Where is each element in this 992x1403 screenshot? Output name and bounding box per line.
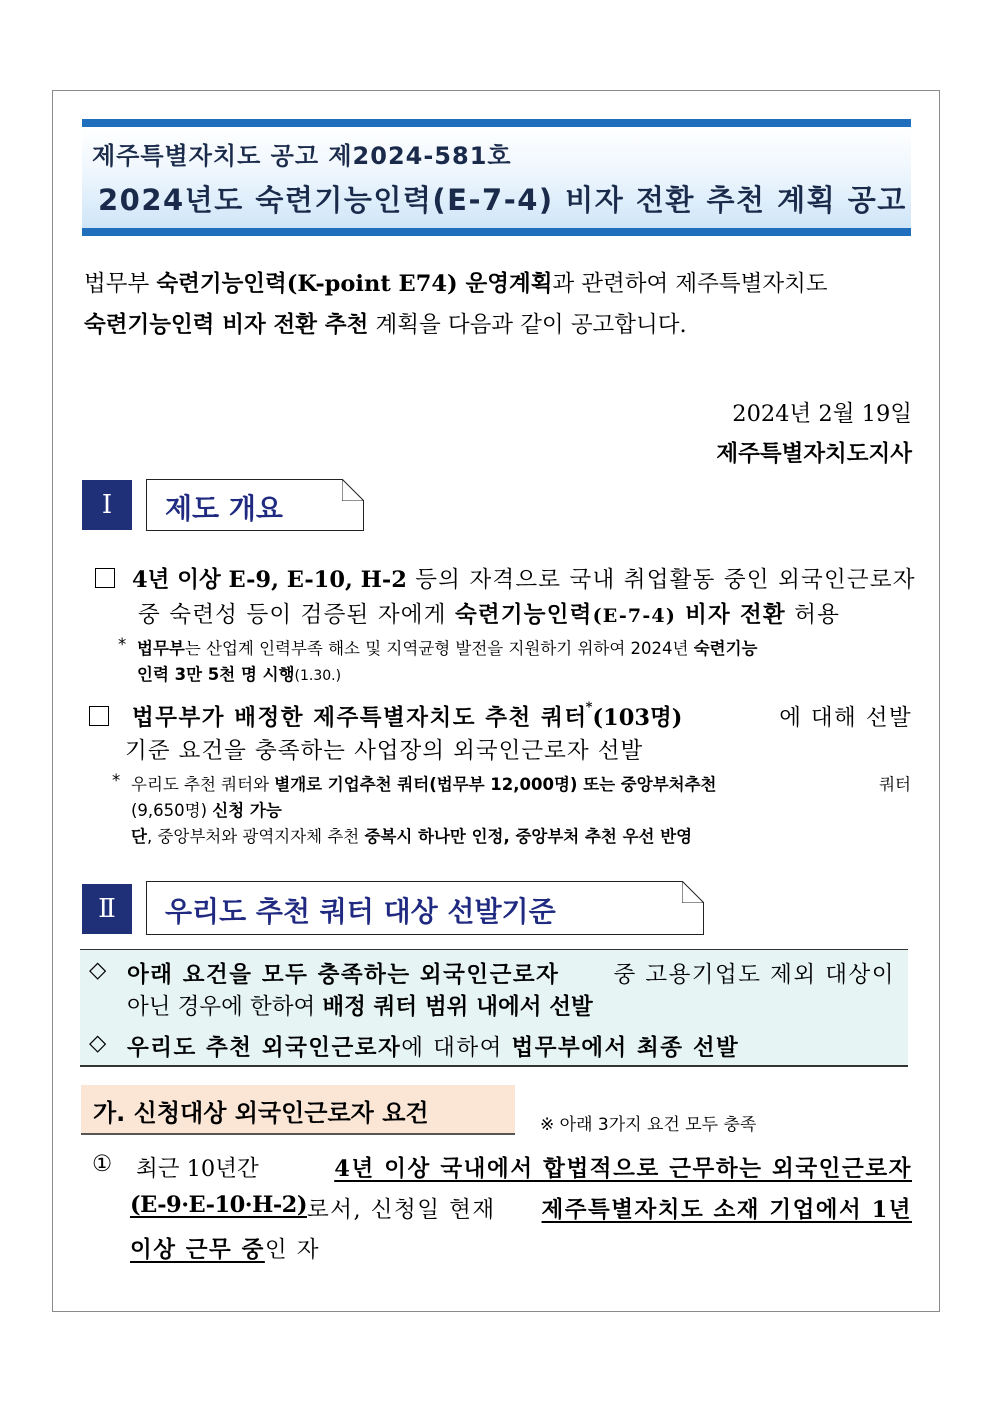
criteria-emphasis: 법무부에서 최종 선발 [511, 1035, 740, 1061]
intro-text: 과 관련하여 제주특별자치도 [552, 271, 828, 297]
note-text: 쿼터 [873, 775, 911, 794]
req-emphasis: 제주특별자치도 소재 기업에서 1년 [541, 1197, 912, 1223]
note-emphasis: 인력 3만 5천 명 시행 [137, 665, 295, 684]
req-emphasis: 4년 이상 국내에서 합법적으로 근무하는 외국인근로자 [334, 1156, 912, 1182]
item2-line-1 [132, 700, 912, 732]
intro-emphasis: 숙련기능인력(K-point E74) 운영계획 [156, 271, 553, 297]
req-text: 최근 10년간 [136, 1156, 266, 1182]
req1-line-3 [130, 1232, 320, 1264]
item1-text: 중 숙련성 등이 검증된 자에게 [138, 602, 455, 628]
criteria-emphasis: 배정 쿼터 범위 내에서 선발 [322, 994, 593, 1020]
criteria-2-line [127, 1030, 739, 1062]
circled-number-icon: ① [92, 1151, 113, 1177]
req-emphasis: 이상 근무 중 [130, 1237, 265, 1263]
criteria-text: 아닌 경우에 한하여 [127, 994, 323, 1020]
note2-line-2 [131, 797, 282, 821]
note-text: 우리도 추천 쿼터와 [131, 775, 275, 794]
intro-line-1 [84, 266, 912, 298]
item1-emphasis: 4년 이상 E-9, E-10, H-2 [132, 567, 407, 593]
item2-text: 에 대해 선발 [779, 705, 912, 731]
notice-date: 2024년 2월 19일 [732, 401, 912, 427]
diamond-bullet-icon: ◇ [89, 1030, 107, 1056]
header-top-bar [82, 119, 911, 127]
note-star: * [118, 635, 127, 654]
item1-line-1 [132, 562, 916, 594]
item1-line-2 [138, 597, 840, 629]
intro-emphasis: 숙련기능인력 비자 전환 추천 [84, 312, 369, 338]
note-emphasis: 단 [131, 827, 147, 846]
criteria-text: 에 대하여 [401, 1035, 512, 1061]
req-text: 로서, 신청일 현재 [307, 1197, 505, 1223]
item1-text: 허용 [785, 602, 841, 628]
note-text: 는 산업계 인력부족 해소 및 지역균형 발전을 지원하기 위하여 2024년 [184, 639, 694, 658]
item2-emphasis: 법무부가 배정한 제주특별자치도 추천 쿼터 [132, 705, 588, 731]
diamond-bullet-icon: ◇ [89, 957, 107, 983]
note-emphasis: 중복시 하나만 인정, 중앙부처 추천 우선 반영 [364, 827, 693, 846]
criteria-1-line-2 [127, 989, 593, 1021]
note-text: (1.30.) [294, 668, 342, 684]
item1-text: 등의 자격으로 국내 취업활동 중인 외국인근로자 [406, 567, 916, 593]
item2-emphasis: (103명) [592, 705, 683, 731]
subsection-a-note: ※ 아래 3가지 요건 모두 충족 [540, 1115, 757, 1135]
folded-corner-icon [342, 479, 364, 501]
item1-emphasis: 숙련기능인력 [454, 602, 593, 628]
item1-emphasis: (E-7-4) [592, 605, 677, 627]
req1-line-1 [136, 1151, 912, 1183]
req-emphasis: (E-9·E-10·H-2) [130, 1192, 307, 1218]
note-emphasis: 신청 가능 [212, 801, 282, 820]
intro-line-2 [84, 307, 687, 339]
subsection-a-title: 가. 신청대상 외국인근로자 요건 [93, 1099, 429, 1127]
notice-title: 2024년도 숙련기능인력(E-7-4) 비자 전환 추천 계획 공고 [98, 183, 907, 217]
criteria-1-line-1 [127, 957, 895, 989]
section-2-number: Ⅱ [82, 884, 132, 934]
folded-corner-icon [682, 881, 704, 903]
note1-line-2 [137, 661, 341, 685]
req-text: 인 자 [264, 1237, 320, 1263]
issuer: 제주특별자치도지사 [716, 441, 912, 467]
note2-line-1 [131, 771, 911, 795]
checkbox-icon [89, 706, 109, 726]
subsection-a-header [81, 1085, 515, 1135]
section-1-title-box [146, 479, 364, 531]
note1-line-1 [137, 635, 757, 659]
notice-number: 제주특별자치도 공고 제2024-581호 [92, 142, 512, 170]
note-emphasis: 별개로 기업추천 쿼터(법무부 12,000명) 또는 중앙부처추천 [274, 775, 717, 794]
section-1-number: Ⅰ [82, 480, 132, 530]
checkbox-icon [95, 568, 115, 588]
item1-emphasis: 비자 전환 [676, 602, 786, 628]
note2-line-3 [131, 823, 692, 847]
criteria-emphasis: 우리도 추천 외국인근로자 [127, 1035, 402, 1061]
criteria-text: 중 고용기업도 제외 대상이 [604, 962, 895, 988]
item2-line-2: 기준 요건을 충족하는 사업장의 외국인근로자 선발 [125, 738, 644, 764]
req1-line-2 [130, 1192, 912, 1224]
section-2-title-box [146, 881, 704, 935]
section-1-title: 제도 개요 [165, 492, 283, 525]
note-text: , 중앙부처와 광역지자체 추천 [146, 827, 365, 846]
intro-text: 법무부 [84, 271, 157, 297]
note-text: (9,650명) [131, 801, 213, 820]
criteria-emphasis: 아래 요건을 모두 충족하는 외국인근로자 [127, 962, 560, 988]
note-emphasis: 법무부 [137, 639, 185, 658]
footnote-mark: * [585, 700, 593, 715]
note-emphasis: 숙련기능 [693, 639, 758, 658]
header-bottom-bar [82, 228, 911, 236]
intro-text: 계획을 다음과 같이 공고합니다. [368, 312, 687, 338]
section-2-title: 우리도 추천 쿼터 대상 선발기준 [165, 895, 556, 928]
note-star: * [112, 771, 121, 790]
